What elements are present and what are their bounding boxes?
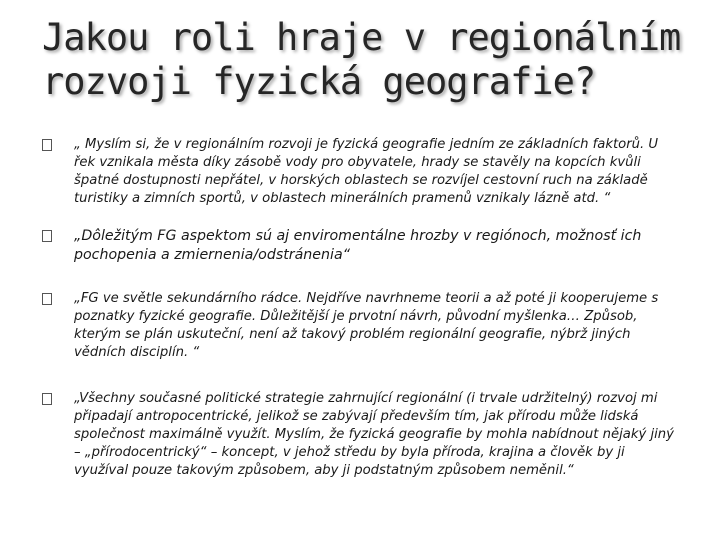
bullet-text: „ Myslím si, že v regionálním rozvoji je fyzická geografie jedním ze základních faktorů. U řek vznikala města díky zásobě vody pro obyvatele, hrady se stavěly na kopcích kvůli špatné dostupnosti nepřátel, v horských oblastech se rozvíjel cestovní ruch na základě turistiky a zimních sportů, v oblastech minerálních pramenů vznikaly lázně atd. “ xyxy=(74,137,659,206)
bullet-text: „Všechny současné politické strategie zahrnující regionální (i trvale udržitelný) rozvoj mi připadají antropocentrické, jelikož se zabývají především tím, jak přírodu může lidská společnost maximálně využít. Myslím, že fyzická geografie by mohla nabídnout nějaký jiný – „přírodocentrický“ – koncept, v jehož středu by byla příroda, krajina a člověk by ji využíval pouze takovým způsobem, aby ji podstatným způsobem neměnil.“ xyxy=(74,391,674,478)
bullet-item xyxy=(42,390,682,480)
bullet-marker-icon xyxy=(42,293,52,305)
bullet-marker-icon xyxy=(42,139,52,151)
bullet-text: „FG ve světle sekundárního rádce. Nejdříve navrhneme teorii a až poté ji kooperujeme s poznatky fyzické geografie. Důležitější je prvotní návrh, původní myšlenka… Způsob, kterým se plán uskuteční, není až takový problém regionální geografie, nýbrž jiných vědních disciplín. “ xyxy=(74,291,659,360)
bullet-list xyxy=(42,136,682,480)
slide-title: Jakou roli hraje v regionálním rozvoji fyzická geografie? xyxy=(42,16,681,103)
bullet-marker-icon xyxy=(42,230,52,242)
bullet-marker-icon xyxy=(42,393,52,405)
bullet-item xyxy=(42,136,682,208)
bullet-item xyxy=(42,290,682,362)
bullet-item xyxy=(42,227,682,265)
bullet-text: „Dôležitým FG aspektom sú aj enviromentálne hrozby v regiónoch, možnosť ich pochopenia a zmiernenia/odstránenia“ xyxy=(74,228,642,263)
